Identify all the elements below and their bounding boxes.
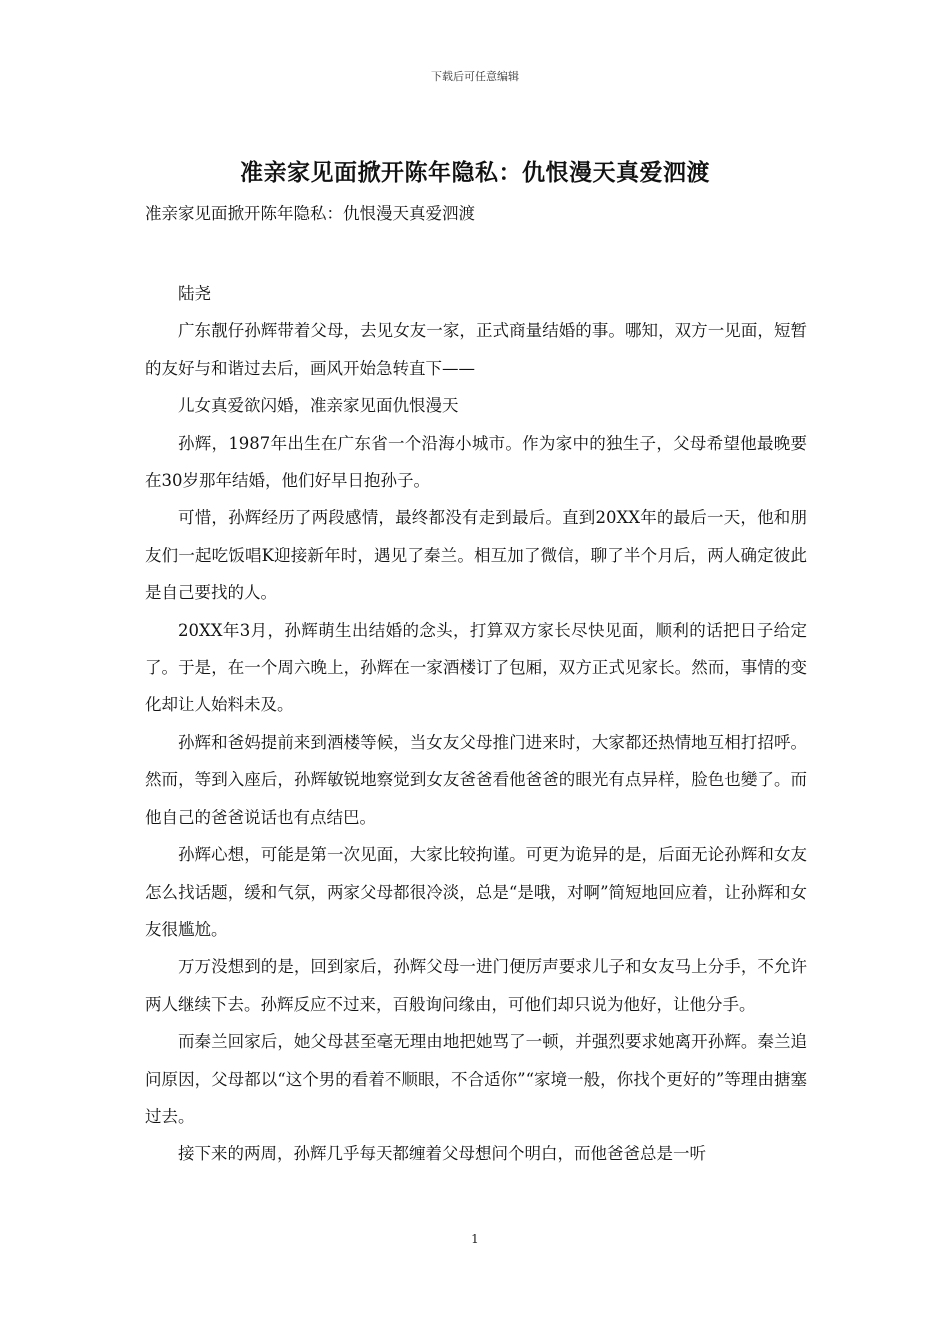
section-heading: 儿女真爱欲闪婚，准亲家见面仇恨漫天 xyxy=(178,396,459,416)
body-paragraph: 孙辉和爸妈提前来到酒楼等候，当女友父母推门进来时，大家都还热情地互相打招呼。然而，等到入座后，孙辉敏锐地察觉到女友爸爸看他爸爸的眼光有点异样，脸色也變了。而他自己的爸爸说话也有点结巴。 xyxy=(145,732,807,827)
document-title: 准亲家见面掀开陈年隐私：仇恨漫天真爱泗渡 xyxy=(240,159,710,186)
body-paragraph: 而秦兰回家后，她父母甚至毫无理由地把她骂了一顿，并强烈要求她离开孙辉。秦兰追问原因，父母都以“这个男的看着不顺眼，不合适你”“家境一般，你找个更好的”等理由搪塞过去。 xyxy=(145,1032,807,1126)
document-body xyxy=(145,275,807,1173)
body-paragraph: 20XX年3月，孙辉萌生出结婚的念头，打算双方家长尽快见面，顺利的话把日子给定了。于是，在一个周六晚上，孙辉在一家酒楼订了包厢，双方正式见家长。然而，事情的变化却让人始料未及。 xyxy=(145,620,807,715)
body-paragraph: 孙辉，1987年出生在广东省一个沿海小城市。作为家中的独生子，父母希望他最晚要在30岁那年结婚，他们好早日抱孙子。 xyxy=(145,433,807,491)
page-header-note: 下载后可任意编辑 xyxy=(431,70,519,83)
body-paragraph: 广东靓仔孙辉带着父母，去见女友一家，正式商量结婚的事。哪知，双方一见面，短暂的友好与和谐过去后，画风开始急转直下—— xyxy=(145,321,807,378)
author-line: 陆尧 xyxy=(178,284,211,303)
body-paragraph: 孙辉心想，可能是第一次见面，大家比较拘谨。可更为诡异的是，后面无论孙辉和女友怎么找话题，缓和气氛，两家父母都很冷淡，总是“是哦，对啊”简短地回应着，让孙辉和女友很尴尬。 xyxy=(145,845,807,939)
body-paragraph: 接下来的两周，孙辉几乎每天都缠着父母想问个明白，而他爸爸总是一听 xyxy=(178,1144,706,1164)
page-number: 1 xyxy=(471,1232,479,1246)
body-paragraph: 可惜，孙辉经历了两段感情，最终都没有走到最后。直到20XX年的最后一天，他和朋友们一起吃饭唱K迎接新年时，遇见了秦兰。相互加了微信，聊了半个月后，两人确定彼此是自己要找的人。 xyxy=(145,508,807,603)
document-subtitle: 准亲家见面掀开陈年隐私：仇恨漫天真爱泗渡 xyxy=(145,204,475,223)
body-paragraph: 万万没想到的是，回到家后，孙辉父母一进门便厉声要求儿子和女友马上分手，不允许两人继续下去。孙辉反应不过来，百般询问缘由，可他们却只说为他好，让他分手。 xyxy=(145,957,807,1014)
